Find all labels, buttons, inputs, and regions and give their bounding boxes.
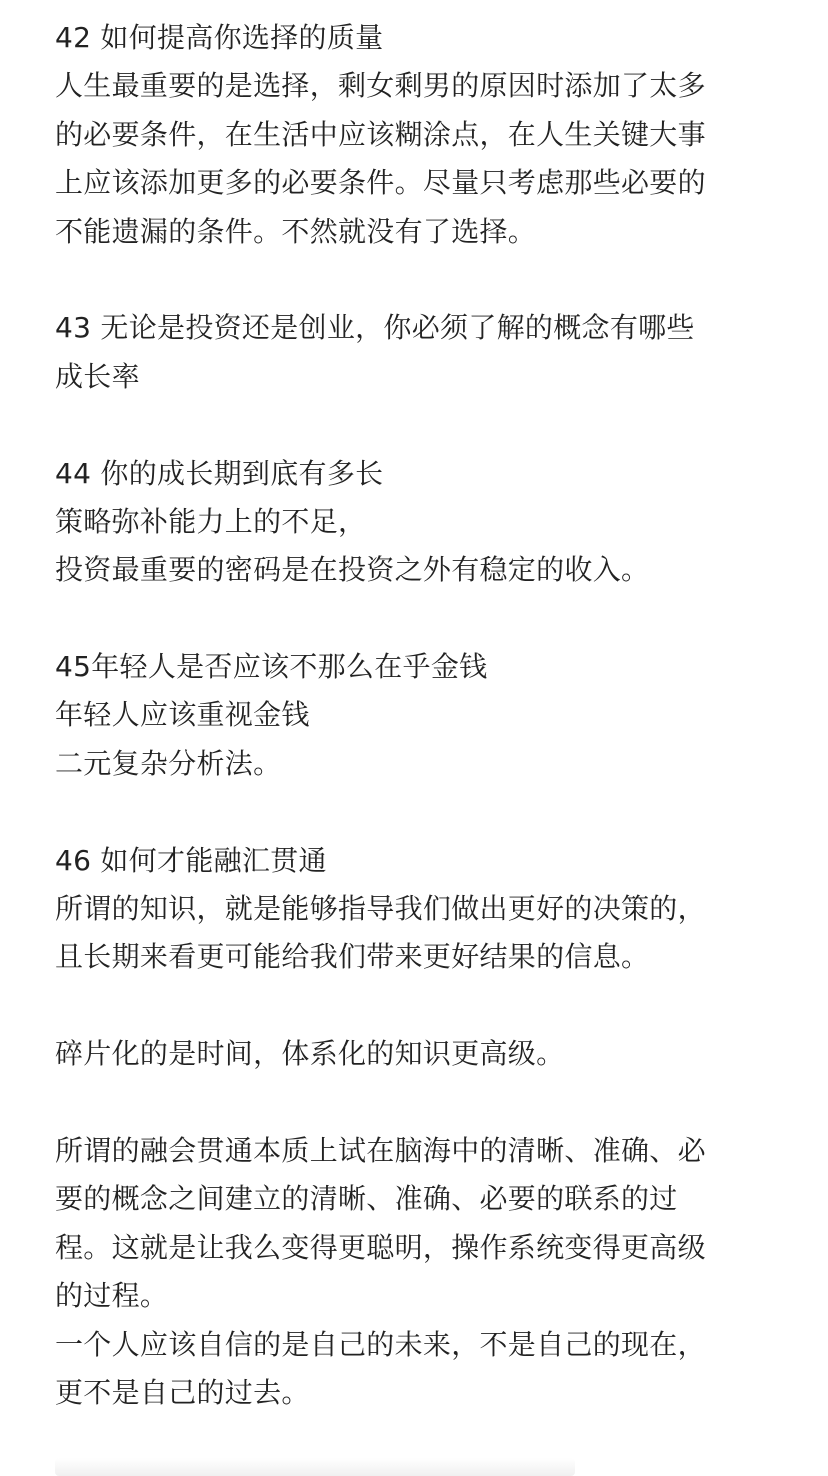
note-content: [55, 14, 815, 1417]
body-line: 的必要条件，在生活中应该糊涂点，在人生关键大事: [55, 117, 706, 151]
body-line: 且长期来看更可能给我们带来更好结果的信息。: [55, 940, 650, 974]
blank-line: [55, 1079, 815, 1127]
body-line: 年轻人应该重视金钱: [55, 698, 310, 732]
blank-line: [55, 256, 815, 304]
body-line: 不能遗漏的条件。不然就没有了选择。: [55, 214, 537, 248]
section-heading-45: 45年轻人是否应该不那么在乎金钱: [55, 650, 488, 684]
blank-line: [55, 595, 815, 643]
body-line: 要的概念之间建立的清晰、准确、必要的联系的过: [55, 1182, 678, 1216]
body-line: 碎片化的是时间，体系化的知识更高级。: [55, 1037, 565, 1071]
body-line: 所谓的知识，就是能够指导我们做出更好的决策的，: [55, 892, 706, 926]
body-line: 所谓的融会贯通本质上试在脑海中的清晰、准确、必: [55, 1133, 706, 1167]
blank-line: [55, 401, 815, 449]
cut-off-text-line: [55, 1458, 575, 1476]
body-line: 投资最重要的密码是在投资之外有稳定的收入。: [55, 553, 650, 587]
section-heading-46: 46 如何才能融汇贯通: [55, 843, 327, 877]
body-line: 程。这就是让我么变得更聪明，操作系统变得更高级: [55, 1230, 706, 1264]
section-heading-43: 43 无论是投资还是创业，你必须了解的概念有哪些: [55, 311, 695, 345]
body-line: 更不是自己的过去。: [55, 1375, 310, 1409]
body-line: 成长率: [55, 359, 140, 393]
section-heading-44: 44 你的成长期到底有多长: [55, 456, 384, 490]
body-line: 策略弥补能力上的不足，: [55, 504, 367, 538]
blank-line: [55, 788, 815, 836]
body-line: 的过程。: [55, 1279, 169, 1313]
body-line: 一个人应该自信的是自己的未来，不是自己的现在，: [55, 1327, 706, 1361]
body-line: 二元复杂分析法。: [55, 746, 282, 780]
section-heading-42: 42 如何提高你选择的质量: [55, 21, 384, 54]
body-line: 人生最重要的是选择，剩女剩男的原因时添加了太多: [55, 69, 706, 103]
blank-line: [55, 982, 815, 1030]
body-line: 上应该添加更多的必要条件。尽量只考虑那些必要的: [55, 166, 706, 200]
